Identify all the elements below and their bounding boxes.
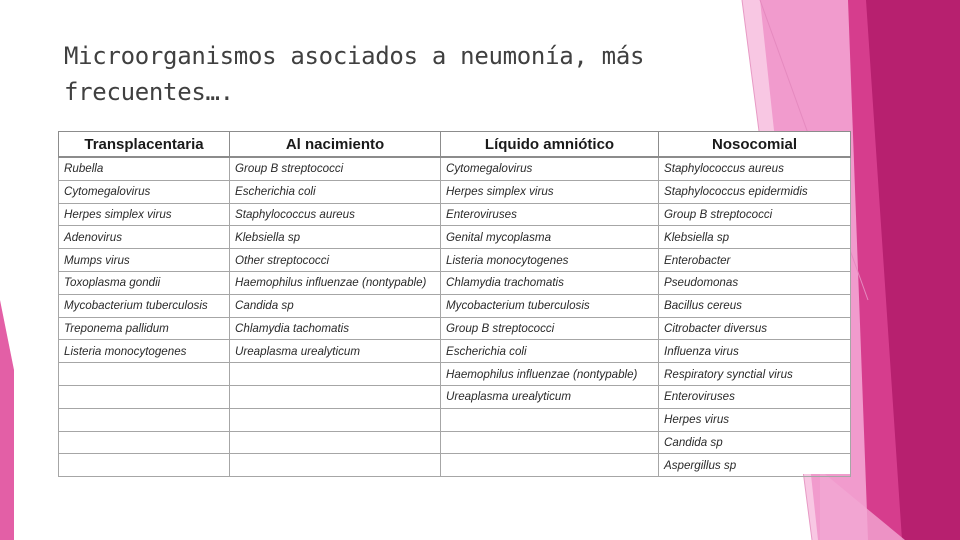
slide-title xyxy=(64,38,744,110)
table-cell xyxy=(230,363,441,386)
table-cell: Mycobacterium tuberculosis xyxy=(59,294,230,317)
table-body xyxy=(59,157,851,477)
table-cell: Toxoplasma gondii xyxy=(59,271,230,294)
header-transplacentaria: Transplacentaria xyxy=(59,132,230,158)
table-header-row xyxy=(59,132,851,158)
table-row xyxy=(59,294,851,317)
table-cell: Klebsiella sp xyxy=(659,226,851,249)
table-cell: Candida sp xyxy=(659,431,851,454)
table-cell: Rubella xyxy=(59,157,230,180)
table-cell: Group B streptococci xyxy=(230,157,441,180)
slide-title-line-1: Microorganismos asociados a neumonía, más xyxy=(64,42,645,70)
table-cell xyxy=(59,431,230,454)
table-cell xyxy=(59,408,230,431)
table-cell: Bacillus cereus xyxy=(659,294,851,317)
table-cell xyxy=(59,385,230,408)
table-cell: Enteroviruses xyxy=(659,385,851,408)
table-cell: Haemophilus influenzae (nontypable) xyxy=(441,363,659,386)
table-cell: Chlamydia trachomatis xyxy=(441,271,659,294)
table-row xyxy=(59,226,851,249)
table-cell xyxy=(441,431,659,454)
table-cell: Mycobacterium tuberculosis xyxy=(441,294,659,317)
table-cell: Aspergillus sp xyxy=(659,454,851,477)
table-row xyxy=(59,157,851,180)
table-cell: Other streptococci xyxy=(230,249,441,272)
table-cell xyxy=(441,408,659,431)
table-cell: Klebsiella sp xyxy=(230,226,441,249)
table-row xyxy=(59,203,851,226)
table-cell xyxy=(59,363,230,386)
table-cell: Influenza virus xyxy=(659,340,851,363)
table-cell: Ureaplasma urealyticum xyxy=(230,340,441,363)
header-al-nacimiento: Al nacimiento xyxy=(230,132,441,158)
slide-title-line-2: frecuentes…. xyxy=(64,78,234,106)
header-nosocomial: Nosocomial xyxy=(659,132,851,158)
table-cell: Mumps virus xyxy=(59,249,230,272)
table-cell: Genital mycoplasma xyxy=(441,226,659,249)
table-row xyxy=(59,180,851,203)
table-cell: Chlamydia tachomatis xyxy=(230,317,441,340)
microorganism-table xyxy=(58,131,851,477)
table-cell: Cytomegalovirus xyxy=(441,157,659,180)
table-row xyxy=(59,363,851,386)
table-cell: Candida sp xyxy=(230,294,441,317)
table-cell: Listeria monocytogenes xyxy=(441,249,659,272)
table-cell: Escherichia coli xyxy=(441,340,659,363)
table-row xyxy=(59,340,851,363)
table-cell: Citrobacter diversus xyxy=(659,317,851,340)
table-row xyxy=(59,408,851,431)
deco-left-edge xyxy=(0,300,14,540)
table-cell: Herpes simplex virus xyxy=(59,203,230,226)
table-cell: Herpes virus xyxy=(659,408,851,431)
table-cell: Escherichia coli xyxy=(230,180,441,203)
table-cell: Adenovirus xyxy=(59,226,230,249)
table-cell: Haemophilus influenzae (nontypable) xyxy=(230,271,441,294)
header-liquido-amniotico: Líquido amniótico xyxy=(441,132,659,158)
table-row xyxy=(59,385,851,408)
table-cell: Ureaplasma urealyticum xyxy=(441,385,659,408)
table-row xyxy=(59,431,851,454)
table-cell: Staphylococcus epidermidis xyxy=(659,180,851,203)
table-cell xyxy=(441,454,659,477)
table-cell: Listeria monocytogenes xyxy=(59,340,230,363)
microorganism-table-container xyxy=(58,131,850,474)
table-row xyxy=(59,271,851,294)
table-cell: Group B streptococci xyxy=(659,203,851,226)
table-cell: Treponema pallidum xyxy=(59,317,230,340)
table-cell: Respiratory synctial virus xyxy=(659,363,851,386)
table-cell xyxy=(230,408,441,431)
table-cell xyxy=(230,431,441,454)
table-cell: Group B streptococci xyxy=(441,317,659,340)
table-row xyxy=(59,317,851,340)
table-cell xyxy=(59,454,230,477)
table-cell xyxy=(230,385,441,408)
table-row xyxy=(59,454,851,477)
table-cell: Staphylococcus aureus xyxy=(659,157,851,180)
table-cell xyxy=(230,454,441,477)
table-cell: Enteroviruses xyxy=(441,203,659,226)
table-cell: Herpes simplex virus xyxy=(441,180,659,203)
table-cell: Cytomegalovirus xyxy=(59,180,230,203)
table-cell: Pseudomonas xyxy=(659,271,851,294)
table-cell: Enterobacter xyxy=(659,249,851,272)
table-cell: Staphylococcus aureus xyxy=(230,203,441,226)
table-row xyxy=(59,249,851,272)
